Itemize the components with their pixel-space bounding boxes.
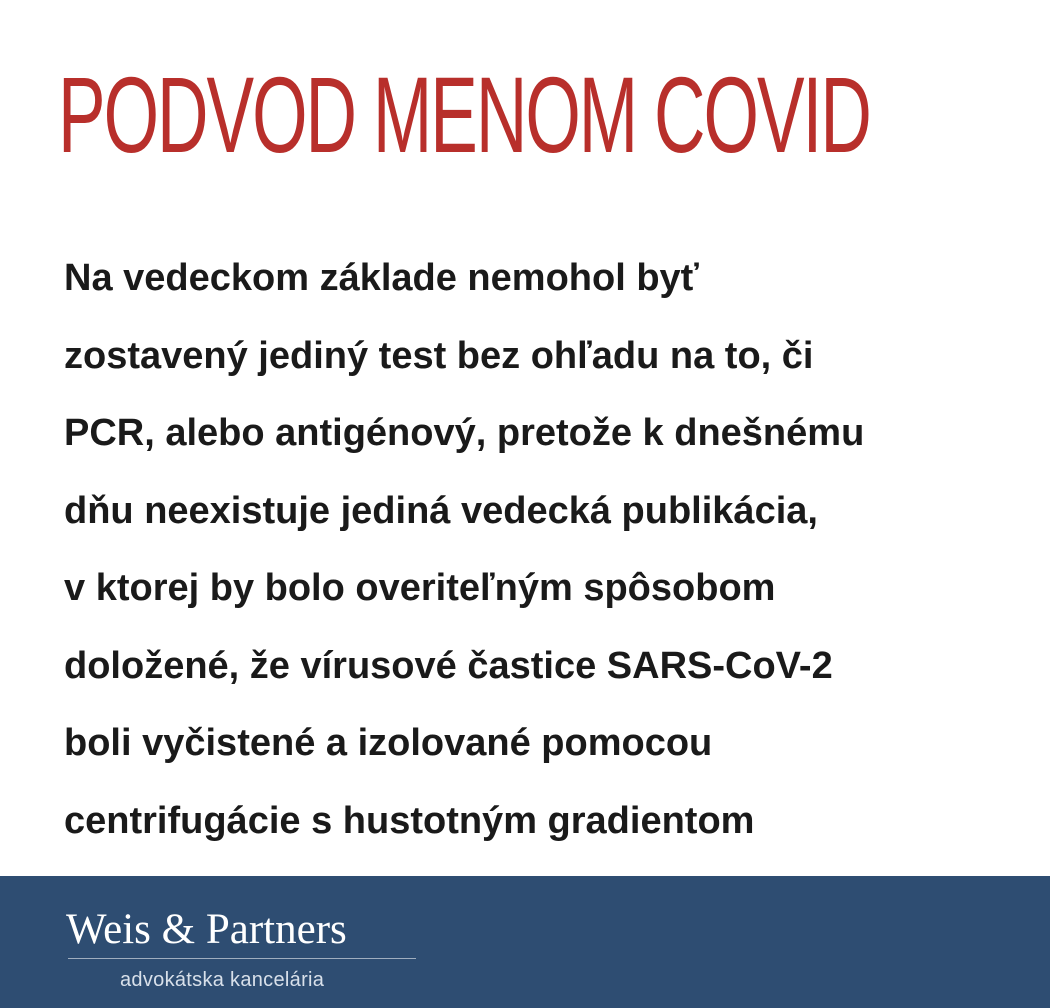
footer-banner <box>0 876 1050 1008</box>
brand-logo <box>66 904 426 993</box>
brand-divider <box>68 958 416 959</box>
body-line: doložené, že vírusové častice SARS-CoV-2 <box>64 644 833 687</box>
body-paragraph <box>64 240 1024 860</box>
body-line: zostavený jediný test bez ohľadu na to, či <box>64 334 814 377</box>
body-line: PCR, alebo antigénový, pretože k dnešnému <box>64 412 865 454</box>
body-line: dňu neexistuje jediná vedecká publikácia, <box>64 489 818 532</box>
body-line: v ktorej by bolo overiteľným spôsobom <box>64 567 776 609</box>
headline: PODVOD MENOM COVID <box>58 54 870 175</box>
brand-tagline: advokátska kancelária <box>120 969 325 991</box>
body-line: centrifugácie s hustotným gradientom <box>64 799 755 842</box>
brand-name: Weis & Partners <box>66 906 347 953</box>
body-line: boli vyčistené a izolované pomocou <box>64 722 713 764</box>
body-line: Na vedeckom základe nemohol byť <box>64 257 699 299</box>
